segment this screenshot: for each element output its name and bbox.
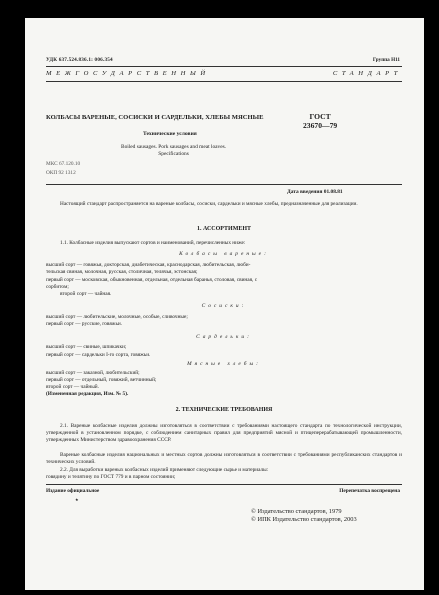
subheading-sosiski: Сосиски: <box>201 303 247 309</box>
sardelki-line-1: высший сорт — свиные, шпикачки; <box>46 344 127 350</box>
kolbasy-line-5: второй сорт — чайная. <box>60 291 112 297</box>
gost-code: 23670—79 <box>303 121 338 130</box>
date-rule <box>46 184 402 185</box>
paragraph-2-2: 2.2. Для выработки вареных колбасных изделий применяют следующие сырье и материалы: <box>60 467 269 473</box>
section-2-heading: 2. ТЕХНИЧЕСКИЕ ТРЕБОВАНИЯ <box>175 407 273 413</box>
kolbasy-line-3: первый сорт — московская, обыкновенная, отдельная, отдельная баранья, столовая, свиная, с <box>46 277 258 283</box>
official-edition-label: Издание официальное <box>46 488 100 494</box>
sardelki-line-2: первый сорт — сардельки I-го сорта, говяжьи. <box>46 352 151 358</box>
intro-paragraph: Настоящий стандарт распространяется на вареные колбасы, сосиски, сардельки и мясные хлебы, предназначенные для реализации. <box>60 201 358 207</box>
hleby-line-3: второй сорт — чайный. <box>46 384 99 390</box>
reprint-prohibited-label: Перепечатка воспрещена <box>339 488 400 494</box>
kolbasy-line-1: высший сорт — говяжья, докторская, диабетическая, краснодарская, любительская, люби- <box>46 262 251 268</box>
footer-rule <box>46 484 402 485</box>
okp-code: ОКП 92 1312 <box>46 170 76 176</box>
subheading-hleby: Мясные хлебы: <box>187 361 261 367</box>
udk-code: УДК 637.524.836.1: 006.354 <box>46 57 113 63</box>
paragraph-2-2-continued: говядину и телятину по ГОСТ 779 и в парном состоянии; <box>46 474 176 480</box>
hleby-line-2: первый сорт — отдельный, говяжий, ветчинный; <box>46 377 157 383</box>
gost-label: ГОСТ <box>309 112 331 121</box>
mks-code: МКС 67.120.10 <box>46 161 81 167</box>
effective-date: Дата введения 01.08.81 <box>287 189 343 195</box>
group-code: Группа Н11 <box>372 57 400 63</box>
copyright-line-1: © Издательство стандартов, 1979 <box>251 508 342 515</box>
section-1-heading: 1. АССОРТИМЕНТ <box>196 226 252 232</box>
star-mark-icon: ★ <box>75 497 79 502</box>
subheading-sardelki: Сардельки: <box>196 334 252 340</box>
header-rule-bottom <box>46 81 402 82</box>
english-title-line1: Boiled sausages. Pork sausages and meat loaves. <box>121 144 227 150</box>
kolbasy-line-4: сорбитом; <box>46 284 69 290</box>
paragraph-2-1: 2.1. Вареные колбасные изделия должны изготовляться в соответствии с требованиями настоящего стандарта по технологической инструкции, утвержденной в установленном порядке, с соблюдением санитарных правил для предприятий мясной и птицеперерабатывающей промышленности, утвержденных Министерством здравоохранения СССР. <box>46 423 402 444</box>
sosiski-line-1: высший сорт — любительские, молочные, особые, сливочные; <box>46 314 188 320</box>
document-page <box>25 18 424 590</box>
english-title <box>121 144 226 158</box>
copyright-line-2: © ИПК Издательство стандартов, 2003 <box>251 516 357 523</box>
document-title: КОЛБАСЫ ВАРЕНЫЕ, СОСИСКИ И САРДЕЛЬКИ, ХЛЕБЫ МЯСНЫЕ <box>46 114 264 121</box>
sosiski-line-2: первый сорт — русские, говяжьи. <box>46 321 123 327</box>
copyright-block <box>251 508 357 524</box>
subheading-kolbasy: Колбасы вареные: <box>179 251 269 257</box>
paragraph-1-1: 1.1. Колбасные изделия выпускают сортов и наименований, перечисленных ниже: <box>60 240 246 246</box>
document-subtitle: Технические условия <box>143 131 197 137</box>
gost-number <box>303 112 337 130</box>
header-rule-top <box>46 66 402 67</box>
amendment-note: (Измененная редакция, Изм. № 5). <box>46 391 129 397</box>
kolbasy-line-2: тельская свиная, молочная, русская, столичная, телячья, эстонская; <box>46 269 198 275</box>
hleby-line-1: высший сорт — заказной, любительский; <box>46 370 140 376</box>
english-title-line2: Specifications <box>158 151 189 157</box>
paragraph-2-1-continued: Вареные колбасные изделия национальных и местных сортов должны изготовляться в соответствии с требованиями республиканских стандартов и технических условий. <box>46 452 402 466</box>
classification-codes <box>46 160 80 178</box>
interstate-standard-banner: МЕЖГОСУДАРСТВЕННЫЙ СТАНДАРТ <box>46 70 402 77</box>
